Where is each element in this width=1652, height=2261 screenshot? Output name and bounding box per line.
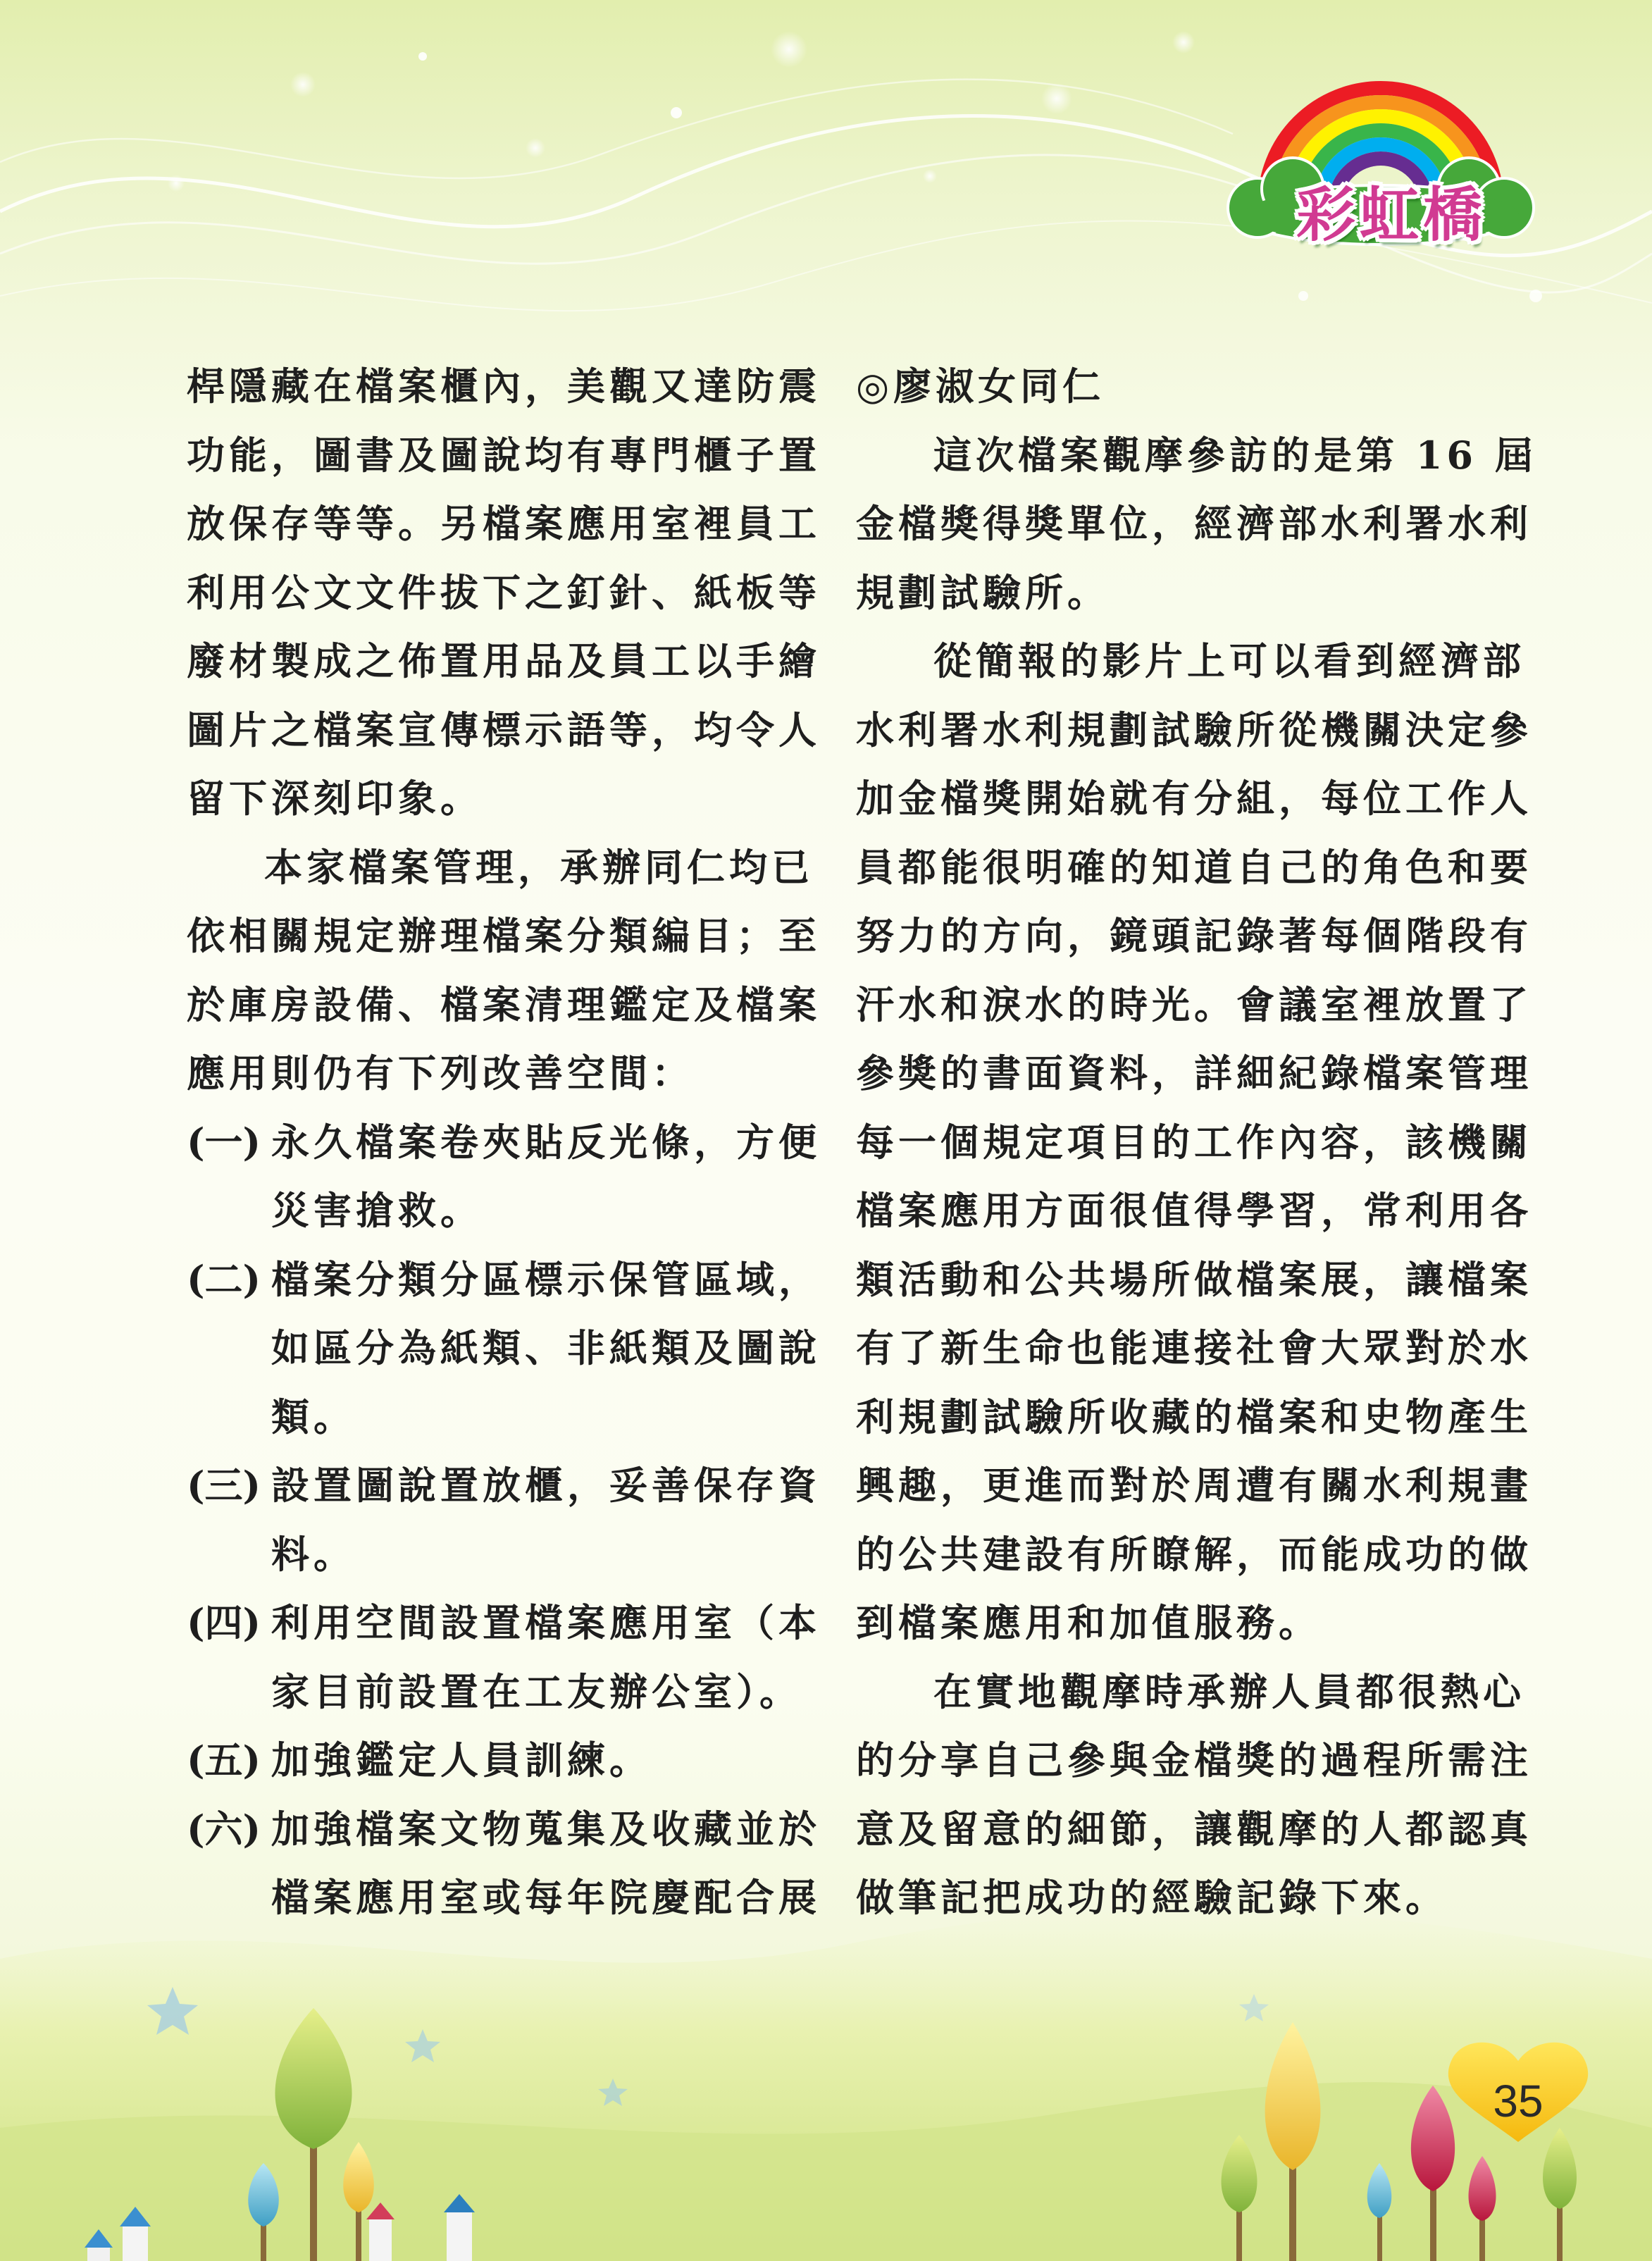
text-line: 努力的方向，鏡頭記錄著每個階段有 — [856, 913, 1532, 958]
text-line: 汗水和淚水的時光。會議室裡放置了 — [856, 981, 1532, 1027]
text-line: 意及留意的細節，讓觀摩的人都認真 — [856, 1806, 1532, 1852]
list-item-text: 料。 — [271, 1531, 356, 1577]
text-line: 水利署水利規劃試驗所從機關決定參 — [856, 707, 1532, 752]
text-line: 留下深刻印象。 — [187, 776, 483, 821]
text-line: 這次檔案觀摩參訪的是第 16 屆 — [933, 432, 1537, 478]
list-item-text: 類。 — [271, 1394, 356, 1439]
list-item — [187, 1726, 771, 1795]
text-line: 金檔獎得獎單位，經濟部水利署水利 — [856, 501, 1532, 546]
text-line: 興趣，更進而對於周遭有關水利規畫 — [856, 1463, 1532, 1508]
list-item — [187, 1795, 821, 1864]
logo-title: 彩虹橋 — [1296, 180, 1486, 249]
list-item — [187, 1451, 821, 1520]
right-column — [856, 352, 1537, 1933]
text-line: 做筆記把成功的經驗記錄下來。 — [856, 1875, 1448, 1920]
list-item — [187, 1589, 821, 1658]
text-line: 於庫房設備、檔案清理鑑定及檔案 — [187, 981, 821, 1027]
list-marker: (四) — [187, 1600, 261, 1645]
list-item-text: 災害搶救。 — [271, 1188, 483, 1233]
text-line: 圖片之檔案宣傳標示語等，均令人 — [187, 707, 821, 752]
text-line: 規劃試驗所。 — [856, 569, 1110, 615]
list-item-text: 如區分為紙類、非紙類及圖說 — [271, 1325, 821, 1370]
text-line: 從簡報的影片上可以看到經濟部 — [933, 638, 1525, 683]
list-marker: (一) — [187, 1119, 261, 1165]
page-number: 35 — [1493, 2076, 1544, 2126]
text-line: 依相關規定辦理檔案分類編目；至 — [187, 913, 821, 958]
text-line: 員都能很明確的知道自己的角色和要 — [856, 844, 1532, 890]
list-item-text: 加強檔案文物蒐集及收藏並於 — [271, 1806, 821, 1852]
list-marker: (五) — [187, 1737, 261, 1783]
list-item-text: 檔案分類分區標示保管區域， — [271, 1256, 821, 1302]
text-line: 放保存等等。另檔案應用室裡員工 — [187, 501, 821, 546]
left-column — [187, 352, 821, 1933]
text-line: 每一個規定項目的工作內容，該機關 — [856, 1119, 1532, 1165]
list-item-text: 永久檔案卷夾貼反光條，方便 — [271, 1119, 821, 1165]
text-line: 應用則仍有下列改善空間： — [187, 1051, 694, 1096]
text-line: 在實地觀摩時承辦人員都很熱心 — [933, 1668, 1525, 1714]
text-line: 類活動和公共場所做檔案展，讓檔案 — [856, 1256, 1532, 1302]
list-item-text: 利用空間設置檔案應用室（本 — [271, 1600, 821, 1645]
list-item-text: 加強鑑定人員訓練。 — [271, 1737, 652, 1783]
list-item-text: 家目前設置在工友辦公室）。 — [271, 1668, 802, 1714]
text-line: 到檔案應用和加值服務。 — [856, 1600, 1321, 1645]
text-line: 桿隱藏在檔案櫃內，美觀又達防震 — [187, 364, 821, 409]
list-item — [187, 1108, 821, 1177]
text-line: 的公共建設有所瞭解，而能成功的做 — [856, 1531, 1532, 1577]
text-line: 參獎的書面資料，詳細紀錄檔案管理 — [856, 1051, 1532, 1096]
author-heading: ◎廖淑女同仁 — [856, 364, 1105, 409]
text-line: 利用公文文件拔下之釘針、紙板等 — [187, 569, 821, 615]
list-item — [187, 1246, 821, 1315]
list-marker: (三) — [187, 1463, 261, 1508]
text-line: 檔案應用方面很值得學習，常利用各 — [856, 1188, 1532, 1233]
text-line: 的分享自己參與金檔獎的過程所需注 — [856, 1737, 1532, 1783]
text-line: 有了新生命也能連接社會大眾對於水 — [856, 1325, 1532, 1370]
text-line: 加金檔獎開始就有分組，每位工作人 — [856, 776, 1532, 821]
list-item-text: 檔案應用室或每年院慶配合展 — [271, 1875, 821, 1920]
text-line: 利規劃試驗所收藏的檔案和史物產生 — [856, 1394, 1532, 1439]
list-marker: (六) — [187, 1806, 261, 1852]
text-line: 本家檔案管理，承辦同仁均已 — [264, 844, 814, 890]
text-line: 廢材製成之佈置用品及員工以手繪 — [187, 638, 821, 683]
list-marker: (二) — [187, 1256, 261, 1302]
text-line: 功能，圖書及圖說均有專門櫃子置 — [187, 432, 821, 478]
list-item-text: 設置圖說置放櫃，妥善保存資 — [271, 1463, 821, 1508]
